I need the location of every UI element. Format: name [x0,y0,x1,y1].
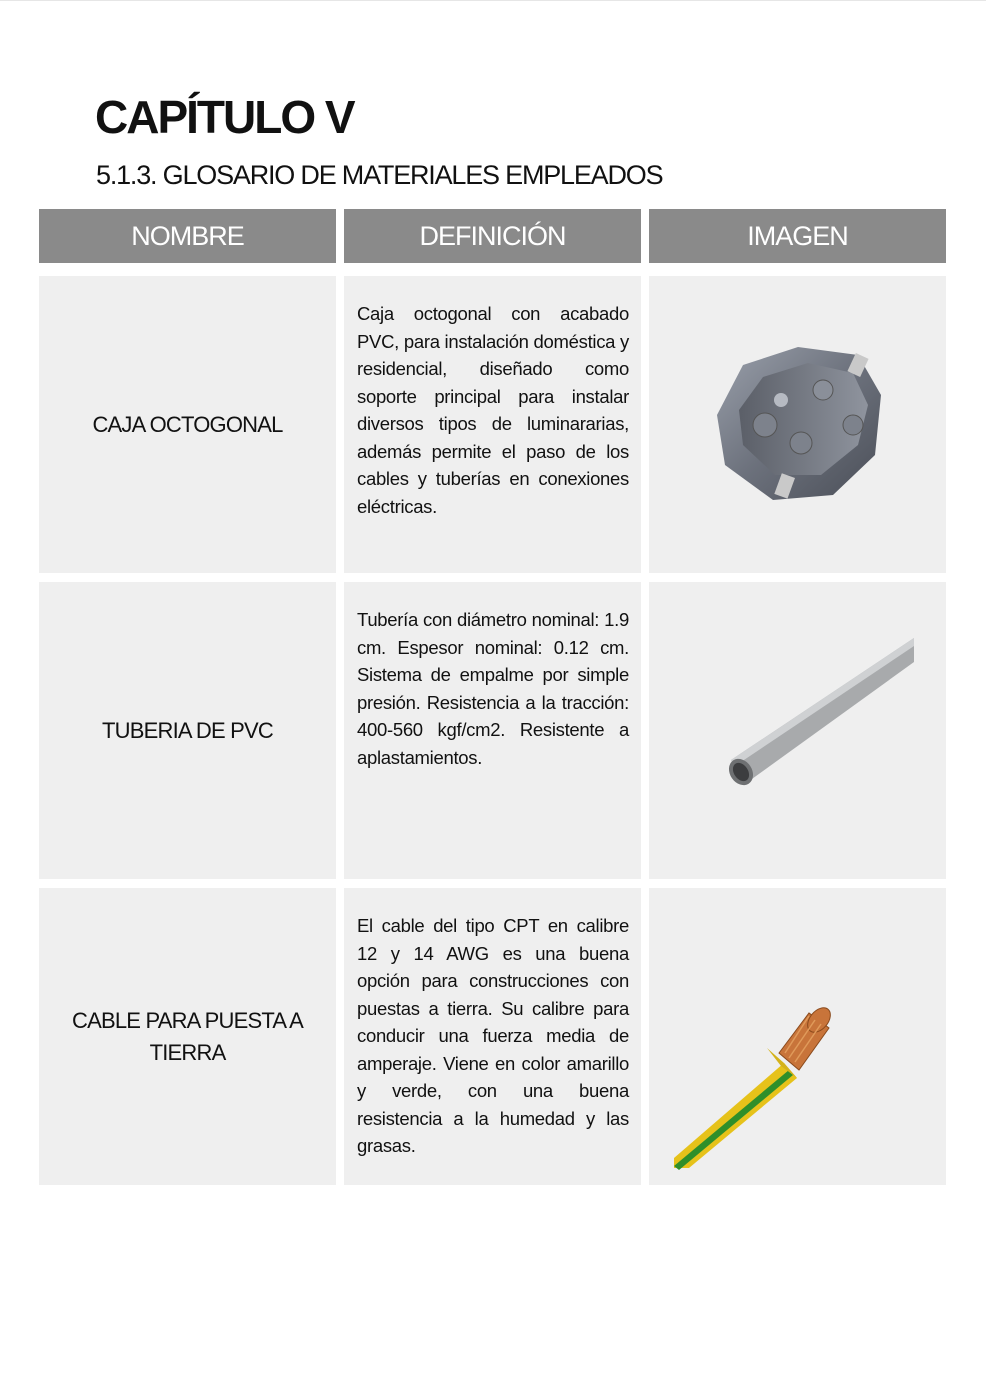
material-name: CABLE PARA PUESTA A TIERRA [72,1007,303,1065]
row-definition-cell [344,276,641,573]
row-image-cell [649,582,946,879]
glossary-table [39,209,946,1185]
row-definition-cell [344,582,641,879]
header-name: NOMBRE [39,209,336,263]
row-name-cell [39,582,336,879]
pvc-pipe-image [649,582,946,879]
row-name-cell [39,888,336,1185]
header-image: IMAGEN [649,209,946,263]
octagonal-box-image [703,325,893,525]
row-name-cell [39,276,336,573]
section-title: 5.1.3. GLOSARIO DE MATERIALES EMPLEADOS [96,160,663,190]
chapter-title: CAPÍTULO V [95,91,354,143]
material-name: TUBERIA DE PVC [102,717,273,743]
row-image-cell [649,888,946,1185]
material-definition: Caja octogonal con acabado PVC, para instalación doméstica y residencial, diseñado como soporte principal para instalar diversos tipos de luminararias, además permite el paso de los cables y tuberías en conexiones eléctricas. [357,303,629,517]
material-name: CAJA OCTOGONAL [92,411,283,437]
material-definition: El cable del tipo CPT en calibre 12 y 14 AWG es una buena opción para construcciones con puestas a tierra. Su calibre para conducir una fuerza media de amperaje. Viene en color amarillo y verde, con una buena resistencia a la humedad y las grasas. [357,915,629,1156]
ground-cable-image [649,888,946,1185]
row-image-cell [649,276,946,573]
header-definition: DEFINICIÓN [344,209,641,263]
material-definition: Tubería con diámetro nominal: 1.9 cm. Espesor nominal: 0.12 cm. Sistema de empalme por simple presión. Resistencia a la tracción: 400-560 kgf/cm2. Resistente a aplastamientos. [357,609,629,768]
top-divider [0,0,986,1]
row-definition-cell [344,888,641,1185]
